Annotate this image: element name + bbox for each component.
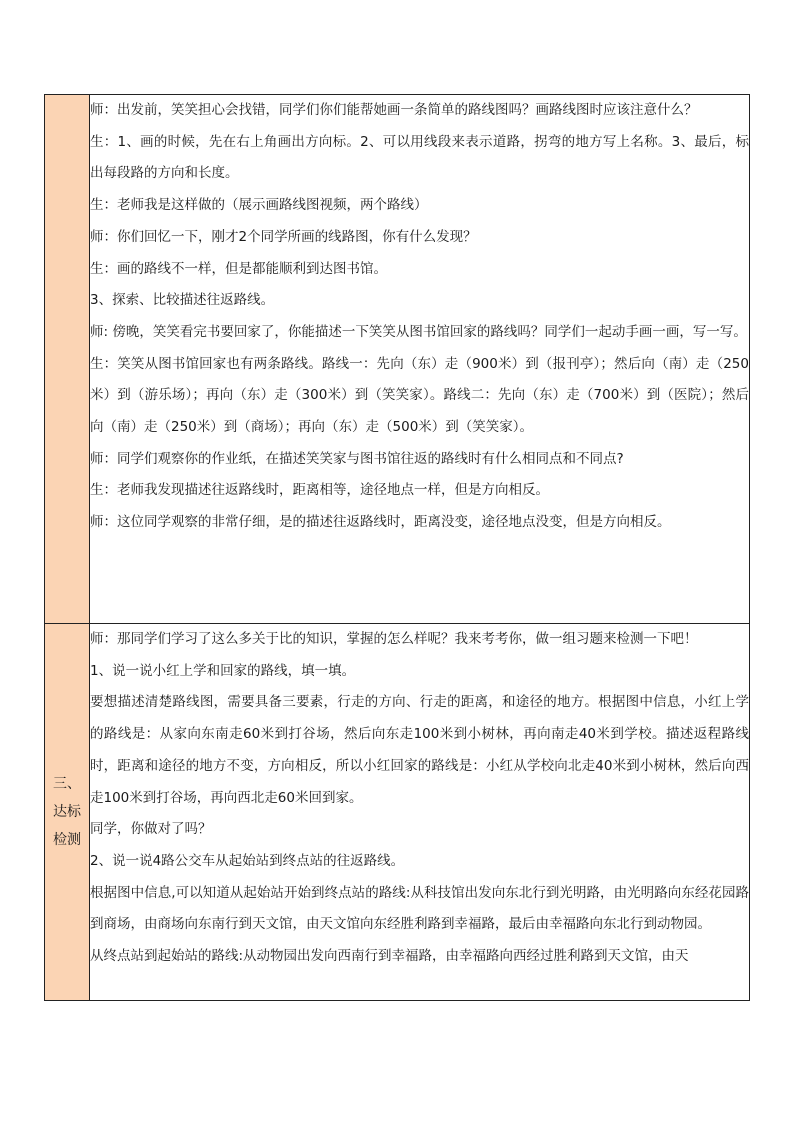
- table-row: [45, 624, 750, 1001]
- dialogue-paragraph: 生：笑笑从图书馆回家也有两条路线。路线一：先向（东）走（900米）到（报刊亭）；然后向（南）走（250米）到（游乐场）；再向（东）走（300米）到（笑笑家）。路线二：先向（东）走（700米）到（医院）；然后向（南）走（250米）到（商场）；再向（东）走（500米）到（笑笑家）。: [90, 355, 749, 436]
- dialogue-paragraph: 师：这位同学观察的非常仔细，是的描述往返路线时，距离没变，途径地点没变，但是方向相反。: [90, 514, 671, 531]
- dialogue-paragraph: 3、探索、比较描述往返路线。: [90, 292, 275, 309]
- dialogue-paragraph: 同学，你做对了吗？: [90, 821, 212, 838]
- dialogue-paragraph: 要想描述清楚路线图，需要具备三要素，行走的方向、行走的距离，和途径的地方。根据图中信息，小红上学的路线是：从家向东南走60米到打谷场，然后向东走100米到小树林，再向南走40米到学校。描述返程路线时，距离和途径的地方不变，方向相反，所以小红回家的路线是：小红从学校向北走40米到小树林，然后向西走100米到打谷场，再向西北走60米回到家。: [90, 694, 749, 806]
- dialogue-paragraph: 师：出发前，笑笑担心会找错，同学们你们能帮她画一条简单的路线图吗？画路线图时应该注意什么？: [90, 102, 698, 118]
- table-row: [45, 95, 750, 624]
- dialogue-paragraph: 1、说一说小红上学和回家的路线，填一填。: [90, 662, 356, 679]
- content-cell: [90, 624, 750, 1001]
- dialogue-paragraph: 师：同学们观察你的作业纸，在描述笑笑家与图书馆往返的路线时有什么相同点和不同点?: [90, 450, 624, 467]
- dialogue-paragraph: 生：老师我是这样做的（展示画路线图视频，两个路线）: [90, 197, 428, 214]
- lesson-plan-table: [44, 94, 750, 1001]
- dialogue-paragraph: 生：画的路线不一样，但是都能顺利到达图书馆。: [90, 260, 387, 277]
- dialogue-paragraph: 2、说一说4路公交车从起始站到终点站的往返路线。: [90, 852, 405, 869]
- section-label-cell: [45, 624, 90, 1001]
- dialogue-paragraph: 师：那同学们学习了这么多关于比的知识，掌握的怎么样呢？我来考考你，做一组习题来检测一下吧！: [90, 631, 698, 647]
- content-cell: [90, 95, 750, 624]
- dialogue-paragraph: 师: 傍晚，笑笑看完书要回家了，你能描述一下笑笑从图书馆回家的路线吗？同学们一起动手画一画，写一写。: [90, 323, 747, 340]
- dialogue-paragraph: 根据图中信息,可以知道从起始站开始到终点站的路线:从科技馆出发向东北行到光明路，由光明路向东经花园路到商场，由商场向东南行到天文馆，由天文馆向东经胜利路到幸福路，最后由幸福路向东北行到动物园。: [90, 884, 749, 933]
- dialogue-paragraph: 师：你们回忆一下，刚才2个同学所画的线路图，你有什么发现？: [90, 228, 477, 245]
- section-title: 三、 达标 检测: [53, 776, 81, 848]
- section-label-cell: [45, 95, 90, 624]
- dialogue-paragraph: 生：老师我发现描述往返路线时，距离相等，途径地点一样，但是方向相反。: [90, 482, 549, 499]
- dialogue-paragraph: 从终点站到起始站的路线:从动物园出发向西南行到幸福路，由幸福路向西经过胜利路到天文馆，由天: [90, 948, 689, 965]
- dialogue-paragraph: 生：1、画的时候，先在右上角画出方向标。2、可以用线段来表示道路，拐弯的地方写上名称。3、最后，标出每段路的方向和长度。: [90, 133, 749, 182]
